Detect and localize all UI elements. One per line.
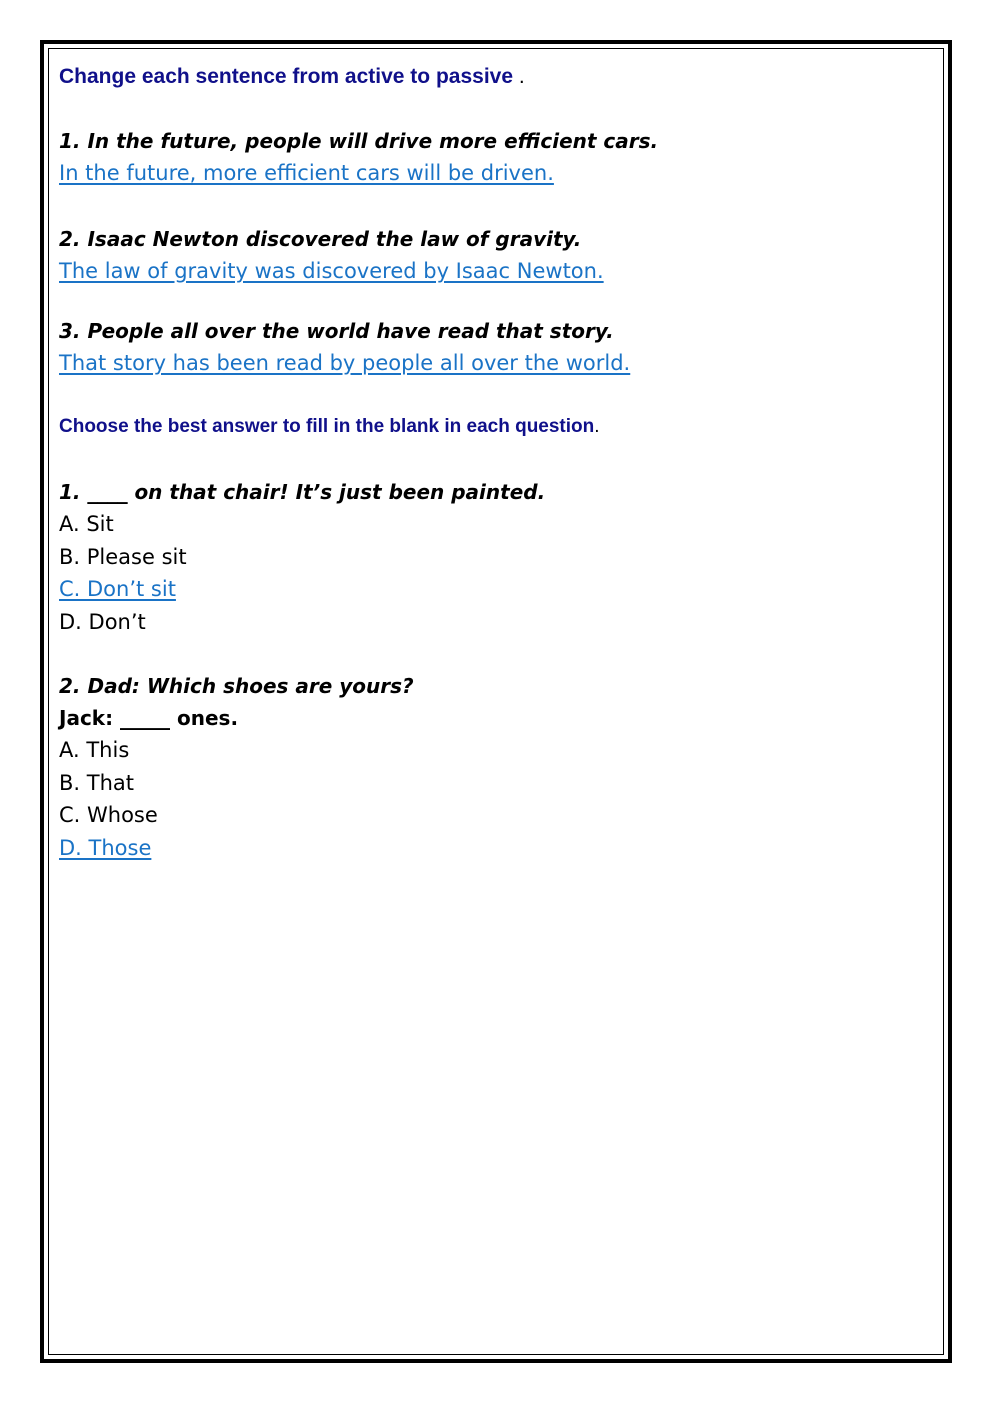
mc-question-1: 1. ____ on that chair! It’s just been painted.	[59, 480, 546, 504]
mc-1-option-c-correct: C. Don’t sit	[59, 577, 176, 601]
section-1-heading-text: Change each sentence from active to passive	[59, 65, 514, 88]
mc-1-option-a: A. Sit	[59, 512, 114, 536]
section-1-heading	[59, 66, 939, 87]
section-1-heading-suffix: .	[518, 65, 525, 88]
worksheet-content	[59, 58, 939, 864]
passive-question-1: 1. In the future, people will drive more efficient cars.	[59, 129, 659, 153]
mc-2-option-b: B. That	[59, 770, 134, 795]
section-2-heading-suffix: .	[594, 416, 600, 437]
passive-question-3: 3. People all over the world have read that story.	[59, 319, 614, 343]
passive-question-2: 2. Isaac Newton discovered the law of gravity.	[59, 227, 582, 251]
passive-answer-3: That story has been read by people all over the world.	[59, 351, 631, 375]
mc-2-option-d-correct: D. Those	[59, 835, 152, 860]
section-2-heading	[59, 417, 939, 436]
passive-answer-1: In the future, more efficient cars will be driven.	[59, 161, 554, 185]
mc-1-option-b: B. Please sit	[59, 544, 187, 569]
mc-question-2-reply: Jack: _____ ones.	[59, 706, 239, 730]
mc-1-option-d: D. Don’t	[59, 609, 146, 634]
section-2-heading-text: Choose the best answer to fill in the blank in each question	[59, 416, 595, 437]
mc-2-option-a: A. This	[59, 738, 130, 762]
mc-question-2: 2. Dad: Which shoes are yours?	[59, 674, 414, 698]
passive-answer-2: The law of gravity was discovered by Isaac Newton.	[59, 259, 604, 283]
mc-2-option-c: C. Whose	[59, 803, 158, 827]
